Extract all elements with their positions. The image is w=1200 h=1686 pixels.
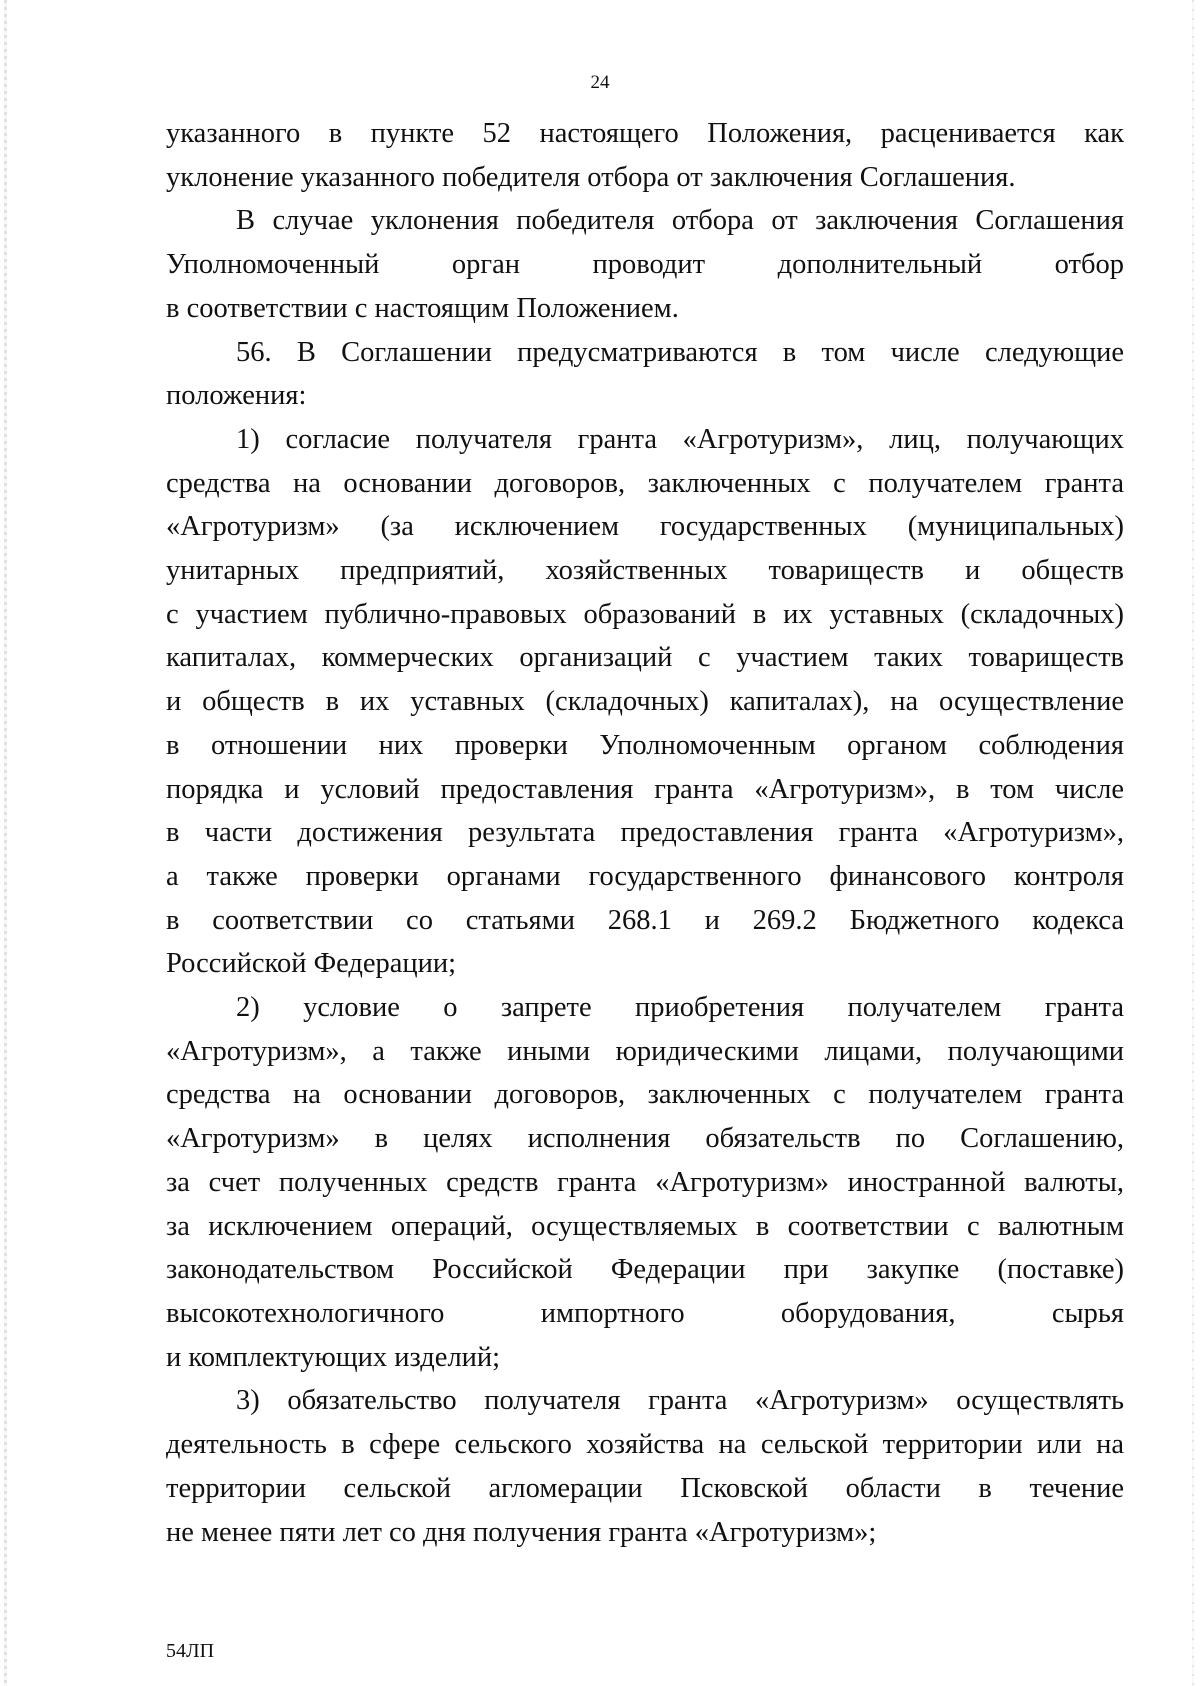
text-line: высокотехнологичного импортного оборудования, сырья (166, 1297, 1124, 1329)
text-line: положения: (166, 380, 307, 412)
text-line: в соответствии с настоящим Положением. (166, 292, 679, 324)
text-line: с участием публично-правовых образований в их уставных (складочных) (166, 598, 1124, 630)
text-line: средства на основании договоров, заключенных с получателем гранта (166, 1079, 1124, 1111)
text-line: не менее пяти лет со дня получения гранта «Агротуризм»; (166, 1516, 877, 1548)
paragraph-continuation (166, 112, 1124, 199)
text-line: за счет полученных средств гранта «Агротуризм» иностранной валюты, (166, 1166, 1124, 1198)
document-footer-code: 54ЛП (166, 1640, 215, 1662)
text-line: и комплектующих изделий; (166, 1341, 501, 1373)
document-body (166, 112, 1124, 1554)
text-line: 3) обязательство получателя гранта «Агротуризм» осуществлять (236, 1385, 1124, 1417)
text-line: «Агротуризм», а также иными юридическими лицами, получающими (166, 1035, 1124, 1067)
text-line: территории сельской агломерации Псковской области в течение (166, 1472, 1124, 1504)
text-line: в отношении них проверки Уполномоченным органом соблюдения (166, 729, 1124, 761)
text-line: в соответствии со статьями 268.1 и 269.2 Бюджетного кодекса (166, 904, 1124, 936)
text-line: унитарных предприятий, хозяйственных товариществ и обществ (166, 555, 1124, 587)
text-line: законодательством Российской Федерации при закупке (поставке) (166, 1254, 1124, 1286)
text-line: порядка и условий предоставления гранта «Агротуризм», в том числе (166, 773, 1124, 805)
scan-edge-left (4, 0, 7, 1686)
text-line: а также проверки органами государственного финансового контроля (166, 860, 1124, 892)
list-item-2 (166, 986, 1124, 1379)
list-item-3 (166, 1379, 1124, 1554)
scan-edge-right (1192, 0, 1194, 1686)
text-line: средства на основании договоров, заключенных с получателем гранта (166, 467, 1124, 499)
paragraph-56 (166, 331, 1124, 418)
text-line: 56. В Соглашении предусматриваются в том числе следующие (236, 336, 1124, 368)
text-line: 1) согласие получателя гранта «Агротуризм», лиц, получающих (236, 423, 1124, 455)
text-line: капиталах, коммерческих организаций с участием таких товариществ (166, 642, 1124, 674)
text-line: 2) условие о запрете приобретения получателем гранта (236, 992, 1124, 1024)
text-line: Российской Федерации; (166, 948, 457, 980)
text-line: В случае уклонения победителя отбора от заключения Соглашения (236, 205, 1124, 237)
text-line: «Агротуризм» в целях исполнения обязательств по Соглашению, (166, 1123, 1124, 1155)
text-line: деятельность в сфере сельского хозяйства на сельской территории или на (166, 1429, 1124, 1461)
text-line: за исключением операций, осуществляемых в соответствии с валютным (166, 1210, 1124, 1242)
paragraph-evasion (166, 199, 1124, 330)
text-line: «Агротуризм» (за исключением государственных (муниципальных) (166, 511, 1124, 543)
list-item-1 (166, 418, 1124, 986)
page-number: 24 (590, 72, 610, 93)
text-line: в части достижения результата предоставления гранта «Агротуризм», (166, 817, 1124, 849)
text-line: и обществ в их уставных (складочных) капиталах), на осуществление (166, 686, 1124, 718)
text-line: указанного в пункте 52 настоящего Положения, расценивается как (166, 118, 1124, 149)
text-line: уклонение указанного победителя отбора от заключения Соглашения. (166, 161, 1016, 193)
text-line: Уполномоченный орган проводит дополнительный отбор (166, 249, 1124, 281)
